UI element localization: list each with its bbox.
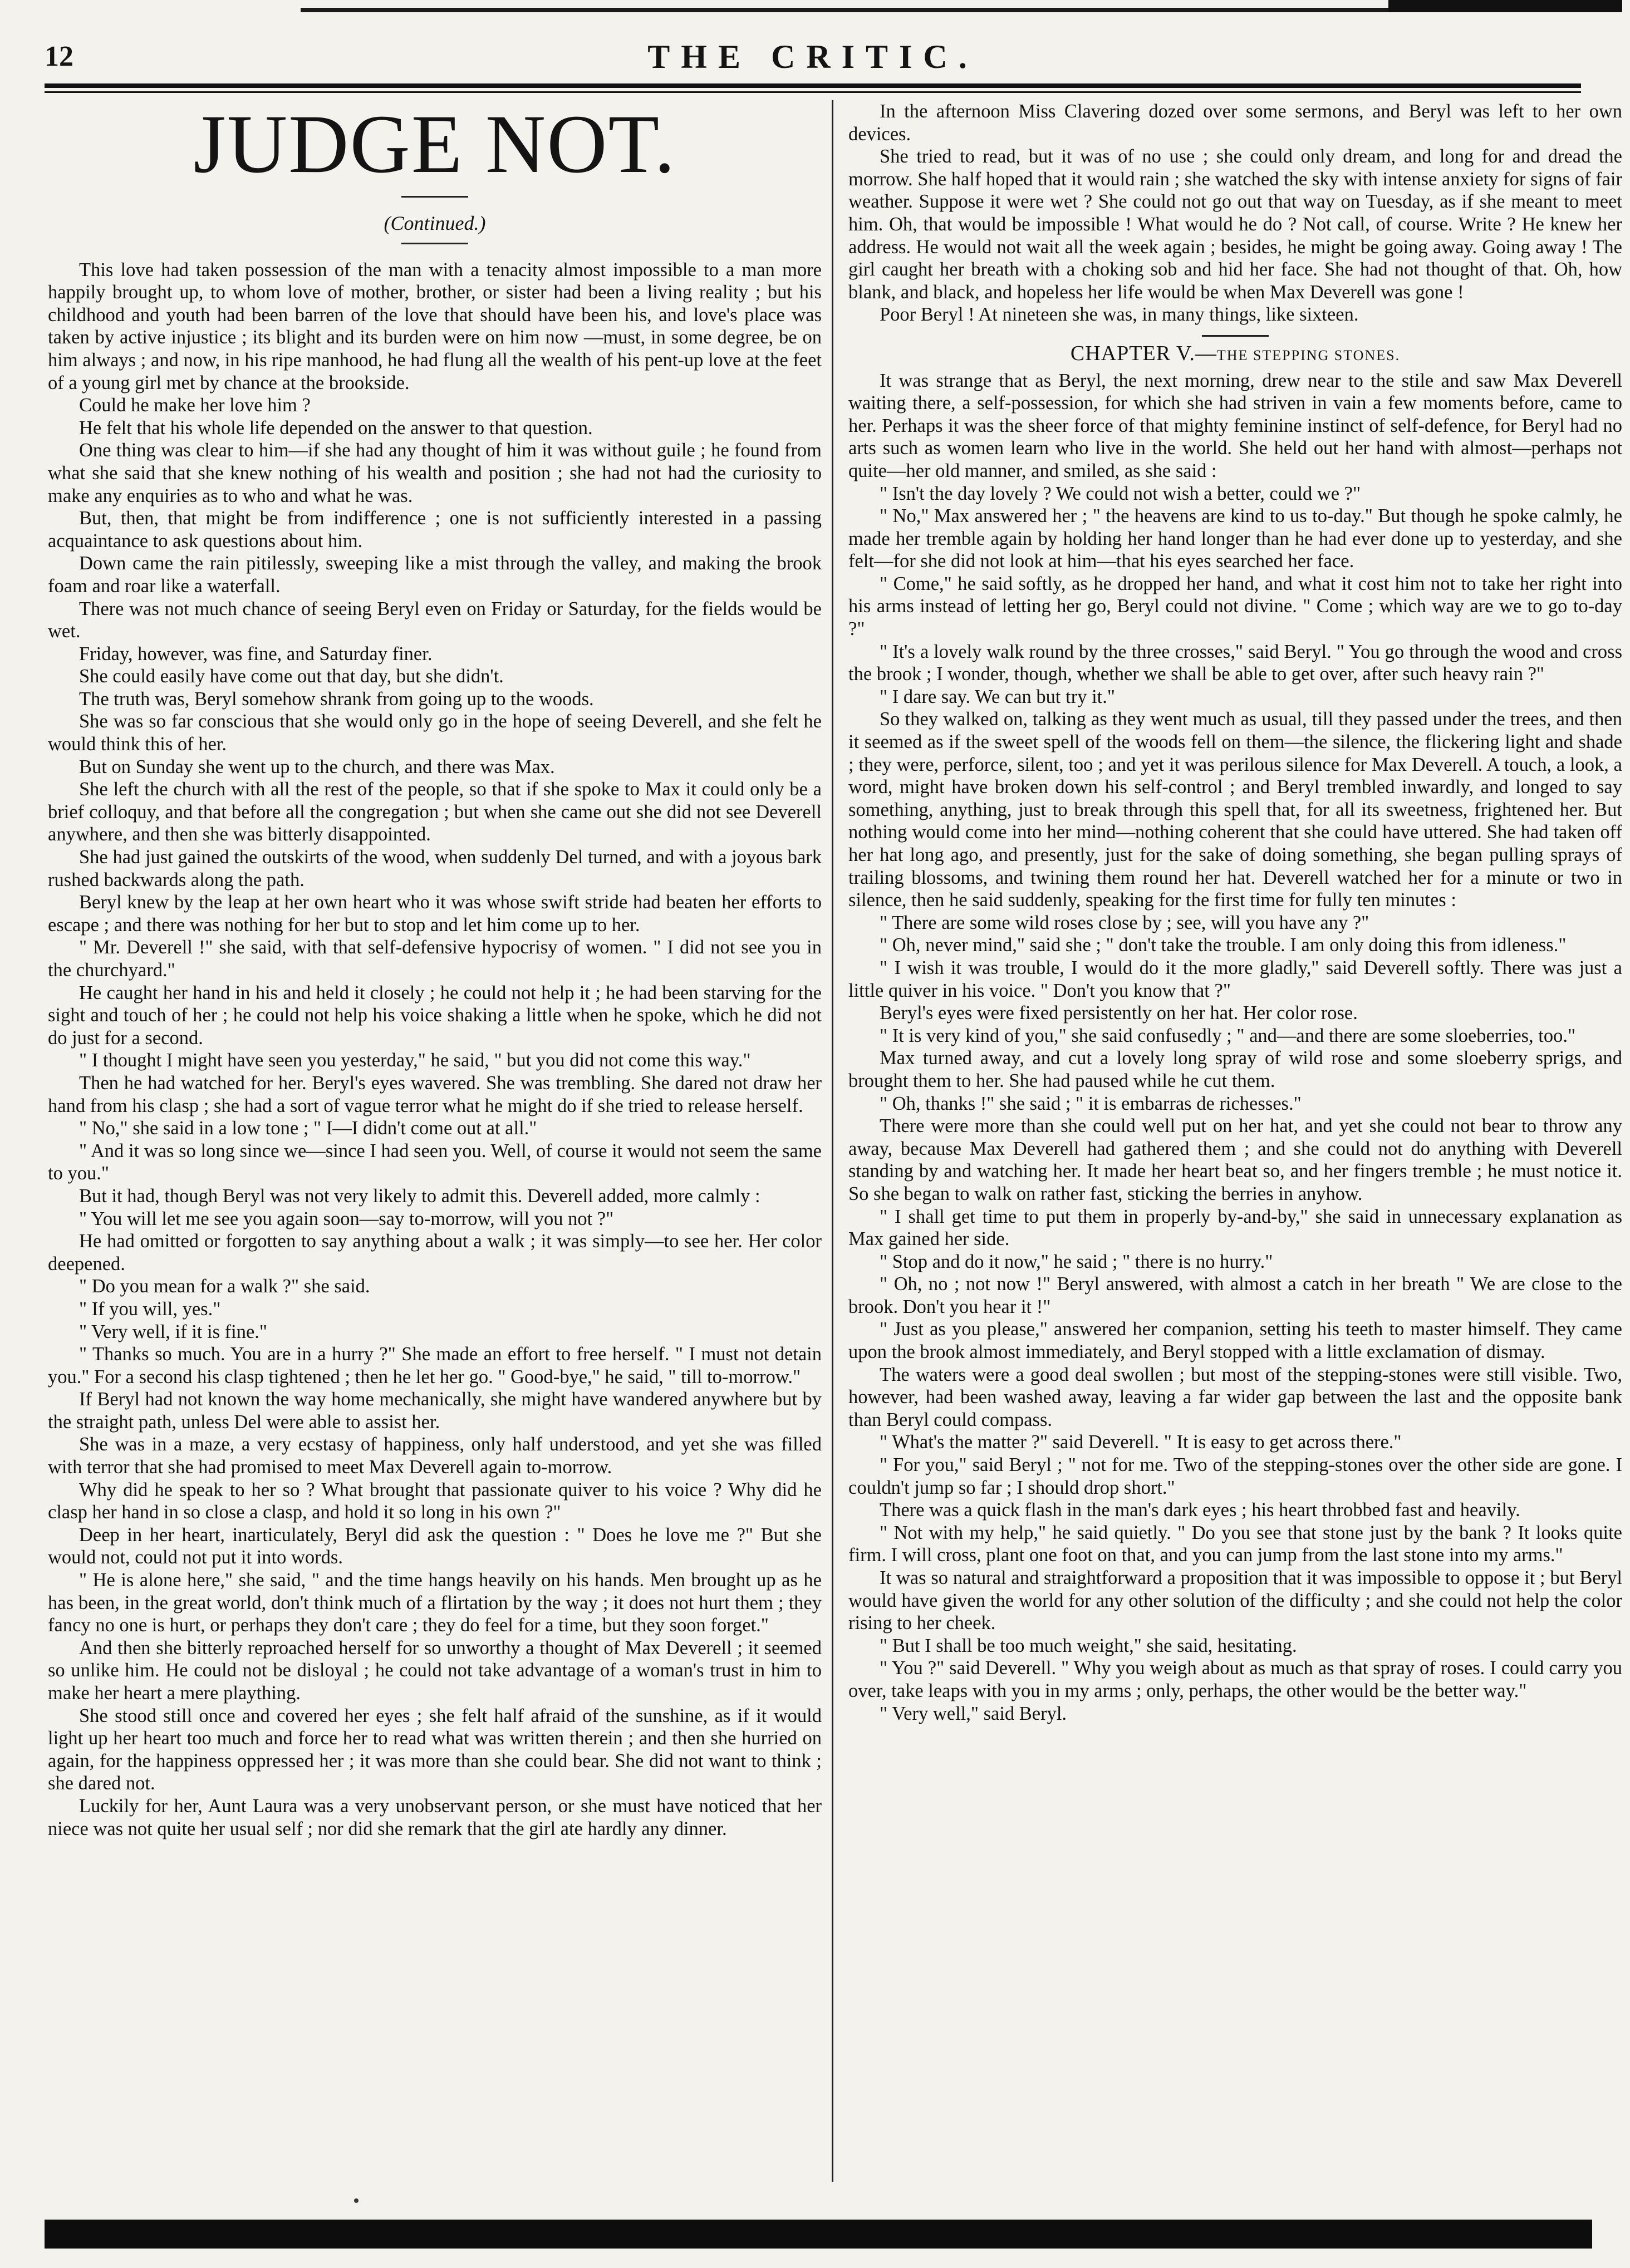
paragraph: There was not much chance of seeing Beryl even on Friday or Saturday, for the fields would be wet. — [48, 598, 822, 642]
paragraph: She stood still once and covered her eyes ; she felt half afraid of the sunshine, as if it would light up her heart too much and force her to read what was written therein ; and then she hurried on again, for the happiness oppressed her ; it was more than she could bear. She did not want to think ; she dared not. — [48, 1705, 822, 1794]
paragraph: Max turned away, and cut a lovely long spray of wild rose and some sloeberry sprigs, and brought them to her. She had paused while he cut them. — [848, 1047, 1622, 1091]
title-rule — [401, 196, 468, 198]
paragraph: Could he make her love him ? — [79, 395, 311, 416]
paragraph: " Come," he said softly, as he dropped her hand, and what it cost him not to take her right into his arms instead of letting her go, Beryl could not divine. " Come ; which way are we to go to-day ?" — [848, 573, 1622, 640]
paragraph: There was a quick flash in the man's dark eyes ; his heart throbbed fast and heavily. — [880, 1499, 1520, 1521]
paragraph: " There are some wild roses close by ; see, will you have any ?" — [880, 912, 1369, 933]
top-border-block — [1388, 0, 1622, 12]
paragraph: " And it was so long since we—since I had seen you. Well, of course it would not seem the same to you." — [48, 1140, 822, 1184]
continued-rule — [401, 243, 468, 244]
paragraph: But on Sunday she went up to the church, and there was Max. — [79, 756, 555, 778]
paragraph: " Just as you please," answered her companion, setting his teeth to master himself. They came upon the brook almost immediately, and Beryl stopped with a little exclamation of dismay. — [848, 1319, 1622, 1363]
paragraph: " What's the matter ?" said Deverell. " It is easy to get across there." — [880, 1431, 1402, 1453]
right-column-body-top — [848, 100, 1622, 326]
page-number: 12 — [45, 41, 73, 72]
left-column-body — [48, 259, 822, 1841]
paragraph: " Isn't the day lovely ? We could not wish a better, could we ?" — [880, 483, 1361, 504]
paragraph: Why did he speak to her so ? What brought that passionate quiver to his voice ? Why did he clasp her hand in so close a clasp, and hold it so long in his own ?" — [48, 1479, 822, 1523]
paragraph: " He is alone here," she said, " and the time hangs heavily on his hands. Men brought up as he has been, in the great world, don't think much of a flirtation by the way ; it does not hurt them ; they fancy no one is hurt, or perhaps they don't care ; they do feel for a time, but they soon forget." — [48, 1570, 822, 1636]
paragraph: " Oh, no ; not now !" Beryl answered, with almost a catch in her breath " We are close to the brook. Don't you hear it !" — [848, 1273, 1622, 1317]
paragraph: " I shall get time to put them in properly by-and-by," she said in unnecessary explanation as Max gained her side. — [848, 1206, 1622, 1250]
paragraph: " Thanks so much. You are in a hurry ?" She made an effort to free herself. " I must not detain you." For a second his clasp tightened ; then he let her go. " Good-bye," he said, " till to-morrow." — [48, 1344, 822, 1388]
page-header — [45, 40, 1581, 79]
bottom-border-bar — [45, 2220, 1592, 2249]
right-column-body — [848, 370, 1622, 1725]
paragraph: " I wish it was trouble, I would do it the more gladly," said Deverell softly. There was just a little quiver in his voice. " Don't you know that ?" — [848, 957, 1622, 1001]
paragraph: " Not with my help," he said quietly. " Do you see that stone just by the bank ? It looks quite firm. I will cross, plant one foot on that, and you can jump from the last stone into my arms." — [848, 1522, 1622, 1566]
chapter-rule — [1202, 335, 1269, 337]
story-title: JUDGE NOT. — [193, 98, 676, 190]
paragraph: Luckily for her, Aunt Laura was a very unobservant person, or she must have noticed that her niece was not quite her usual self ; nor did she remark that the girl ate hardly any dinner. — [48, 1795, 822, 1839]
paragraph: But, then, that might be from indifference ; one is not sufficiently interested in a passing acquaintance to ask questions about him. — [48, 508, 822, 552]
paragraph: There were more than she could well put on her hat, and yet she could not bear to throw any away, because Max Deverell had gathered them ; and she could not do anything with Deverell standing by and watching her. It made her heart beat so, and her fingers tremble ; he must notice it. So she began to walk on rather fast, sticking the berries in anyhow. — [848, 1115, 1622, 1204]
paragraph: In the afternoon Miss Clavering dozed over some sermons, and Beryl was left to her own devices. — [848, 101, 1622, 145]
paragraph: " You will let me see you again soon—say to-morrow, will you not ?" — [79, 1208, 614, 1229]
paragraph: " Stop and do it now," he said ; " there is no hurry." — [880, 1251, 1273, 1272]
paragraph: So they walked on, talking as they went much as usual, till they passed under the trees, and then it seemed as if the sweet spell of the woods fell on them—the silence, the flickering light and shade ; they were, perforce, silent, too ; and yet it was perilous silence for Max Deverell. A touch, a look, a word, might have broken down his self-control ; and Beryl trembled inwardly, and longed to say something, anything, just to break through this spell that, for all its sweetness, frightened her. But nothing would come into her mind—nothing coherent that she could have uttered. She had taken off her hat long ago, and presently, just for the sake of doing something, she began pulling sprays of trailing blossoms, and twining them round her hat. Deverell watched her for a minute or two in silence, then he said suddenly, speaking for the first time for fully ten minutes : — [848, 709, 1622, 911]
ink-speck — [354, 2198, 359, 2203]
paragraph: Beryl's eyes were fixed persistently on her hat. Her color rose. — [880, 1002, 1358, 1024]
paragraph: " Mr. Deverell !" she said, with that self-defensive hypocrisy of women. " I did not see you in the churchyard." — [48, 937, 822, 981]
paragraph: She was in a maze, a very ecstasy of happiness, only half understood, and yet she was filled with terror that she had promised to meet Max Deverell again to-morrow. — [48, 1434, 822, 1478]
chapter-subtitle: THE STEPPING STONES. — [1216, 347, 1401, 363]
paragraph: " I thought I might have seen you yesterday," he said, " but you did not come this way." — [79, 1050, 751, 1071]
paragraph: It was strange that as Beryl, the next morning, drew near to the stile and saw Max Deverell waiting there, a self-possession, for which she had striven in vain a few moments before, came to her. Perhaps it was the sheer force of that mighty feminine instinct of self-defence, for Beryl had no arts such as women learn who live in the world. She held out her hand with almost—perhaps not quite—her old manner, and smiled, as she said : — [848, 370, 1622, 481]
paragraph: " It's a lovely walk round by the three crosses," said Beryl. " You go through the wood and cross the brook ; I wonder, though, whether we shall be able to get over, after such heavy rain ?" — [848, 641, 1622, 685]
paragraph: Then he had watched for her. Beryl's eyes wavered. She was trembling. She dared not draw her hand from his clasp ; she had a sort of vague terror what he might do if she tried to release herself. — [48, 1072, 822, 1116]
continued-note: (Continued.) — [384, 212, 486, 234]
paragraph: Down came the rain pitilessly, sweeping like a mist through the valley, and making the brook foam and roar like a waterfall. — [48, 553, 822, 597]
masthead: THE CRITIC. — [647, 38, 978, 75]
left-column — [48, 100, 822, 1840]
paragraph: Beryl knew by the leap at her own heart who it was whose swift stride had beaten her efforts to escape ; and there was nothing for her but to stop and let him come up to her. — [48, 892, 822, 936]
paragraph: He caught her hand in his and held it closely ; he could not help it ; he had been starving for the sight and touch of her ; he could not help his voice shaking a little when he spoke, which he did not do just for a second. — [48, 982, 822, 1049]
paragraph: He had omitted or forgotten to say anything about a walk ; it was simply—to see her. Her color deepened. — [48, 1231, 822, 1275]
paragraph: " No," Max answered her ; " the heavens are kind to us to-day." But though he spoke calmly, he made her tremble again by holding her hand longer than he had ever done up to yesterday, and she felt—for she did not look at him—that his eyes searched her face. — [848, 505, 1622, 572]
paragraph: " Oh, thanks !" she said ; " it is embarras de richesses." — [880, 1093, 1302, 1114]
paragraph: She left the church with all the rest of the people, so that if she spoke to Max it could only be a brief colloquy, and that before all the congregation ; but when she came out she did not see Deverell anywhere, and then she was bitterly disappointed. — [48, 779, 822, 845]
paragraph: " I dare say. We can but try it." — [880, 686, 1115, 707]
paragraph: But it had, though Beryl was not very likely to admit this. Deverell added, more calmly : — [79, 1185, 760, 1207]
paragraph: She tried to read, but it was of no use ; she could only dream, and long for and dread the morrow. She half hoped that it would rain ; she watched the sky with intense anxiety for signs of fair weather. Suppose it were wet ? She could not go out that way on Tuesday, as if she meant to meet him. Oh, that would be impossible ! What would he do ? Not call, of course. Write ? He knew her address. He would not wait all the week again ; besides, he might be going away. Going away ! The girl caught her breath with a choking sob and hid her face. She had not thought of that. Oh, how blank, and black, and hopeless her life would be when Max Deverell was gone ! — [848, 146, 1622, 303]
paragraph: The waters were a good deal swollen ; but most of the stepping-stones were still visible. Two, however, had been washed away, leaving a far wider gap between the last and the opposite bank than Beryl could compass. — [848, 1364, 1622, 1430]
paragraph: " No," she said in a low tone ; " I—I didn't come out at all." — [79, 1118, 537, 1139]
paragraph: He felt that his whole life depended on the answer to that question. — [79, 417, 593, 439]
paragraph: She was so far conscious that she would only go in the hope of seeing Deverell, and she felt he would think this of her. — [48, 711, 822, 755]
column-separator — [832, 100, 833, 2182]
paragraph: One thing was clear to him—if she had any thought of him it was without guile ; he found from what she said that she knew nothing of his wealth and position ; she had not had the curiosity to make any enquiries as to who and what he was. — [48, 440, 822, 506]
chapter-number: CHAPTER V.— — [1070, 341, 1217, 365]
paragraph: " For you," said Beryl ; " not for me. Two of the stepping-stones over the other side are gone. I couldn't jump so far ; I should drop short." — [848, 1454, 1622, 1498]
paragraph: She had just gained the outskirts of the wood, when suddenly Del turned, and with a joyous bark rushed backwards along the path. — [48, 847, 822, 891]
paragraph: " Do you mean for a walk ?" she said. — [79, 1276, 370, 1297]
paragraph: " Oh, never mind," said she ; " don't take the trouble. I am only doing this from idleness." — [880, 934, 1567, 956]
paragraph: " You ?" said Deverell. " Why you weigh about as much as that spray of roses. I could carry you over, take leaps with you in my arms ; only, perhaps, the other would be the better way." — [848, 1657, 1622, 1701]
paragraph: If Beryl had not known the way home mechanically, she might have wandered anywhere but by the straight path, unless Del were able to assist her. — [48, 1389, 822, 1433]
paragraph: " But I shall be too much weight," she said, hesitating. — [880, 1635, 1297, 1656]
paragraph: She could easily have come out that day, but she didn't. — [79, 666, 504, 687]
paragraph: " If you will, yes." — [79, 1298, 221, 1320]
paragraph: Friday, however, was fine, and Saturday finer. — [79, 643, 433, 665]
paragraph: And then she bitterly reproached herself for so unworthy a thought of Max Deverell ; it seemed so unlike him. He could not be disloyal ; he could not take advantage of a woman's trust in him to make her heart a mere plaything. — [48, 1637, 822, 1704]
paragraph: Poor Beryl ! At nineteen she was, in many things, like sixteen. — [880, 304, 1359, 326]
paragraph: Deep in her heart, inarticulately, Beryl did ask the question : " Does he love me ?" But she would not, could not put it into words. — [48, 1524, 822, 1568]
header-rule-thin — [45, 91, 1581, 93]
paragraph: This love had taken possession of the man with a tenacity almost impossible to a man more happily brought up, to whom love of mother, brother, or sister had been a living reality ; but his childhood and youth had been barren of the love that should have been his, and love's place was taken by active injustice ; its blight and its burden were on him now —must, in some degree, be on him always ; and now, in his ripe manhood, he had flung all the wealth of his pent-up love at the feet of a young girl met by chance at the brookside. — [48, 259, 822, 393]
paragraph: " Very well, if it is fine." — [79, 1321, 267, 1342]
right-column — [848, 100, 1622, 1725]
paragraph: " Very well," said Beryl. — [880, 1703, 1067, 1724]
chapter-heading — [848, 342, 1622, 367]
paragraph: " It is very kind of you," she said confusedly ; " and—and there are some sloeberries, too." — [880, 1025, 1576, 1046]
header-rule — [45, 83, 1581, 88]
paragraph: It was so natural and straightforward a proposition that it was impossible to oppose it ; but Beryl would have given the world for any other solution of the difficulty ; and she could not help the color rising to her cheek. — [848, 1567, 1622, 1634]
paragraph: The truth was, Beryl somehow shrank from going up to the woods. — [79, 688, 594, 710]
